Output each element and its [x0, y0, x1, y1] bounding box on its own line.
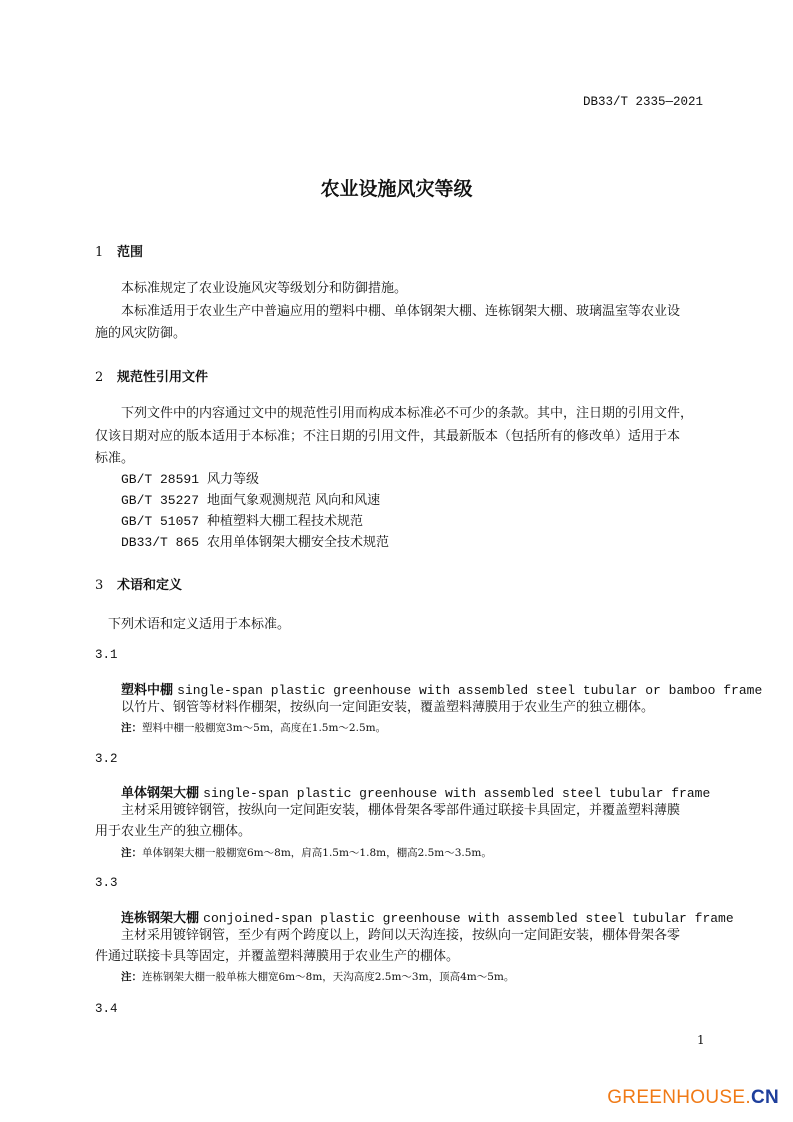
term-english: single-span plastic greenhouse with assembled steel tubular frame	[203, 786, 711, 801]
terms-intro: 下列术语和定义适用于本标准。	[108, 617, 291, 632]
section-heading-normative-references	[95, 366, 208, 385]
term-heading	[121, 782, 710, 801]
term-note	[121, 969, 514, 984]
reference-code: GB/T 28591	[121, 472, 200, 487]
scope-paragraph-1: 本标准规定了农业设施风灾等级划分和防御措施。	[121, 281, 408, 296]
term-heading	[121, 907, 734, 926]
watermark-suffix: CN	[750, 1087, 779, 1108]
watermark-dot: .	[745, 1087, 751, 1108]
section-number: 1	[95, 245, 104, 260]
note-label: 注：	[121, 971, 142, 983]
reference-item	[121, 469, 259, 490]
reference-item	[121, 532, 389, 553]
reference-code: GB/T 35227	[121, 493, 200, 508]
term-definition-line-1: 主材采用镀锌钢管，至少有两个跨度以上，跨间以天沟连接，按纵向一定间距安装，棚体骨架各零	[121, 928, 681, 943]
section-number: 2	[95, 370, 104, 385]
section-title: 规范性引用文件	[117, 370, 209, 385]
term-definition-line-2: 用于农业生产的独立棚体。	[95, 824, 252, 839]
section-number: 3	[95, 578, 104, 593]
term-number: 3.3	[95, 876, 118, 890]
watermark-main: GREENHOUSE	[607, 1087, 746, 1108]
term-chinese: 塑料中棚	[121, 683, 174, 698]
references-intro-line-3: 标准。	[95, 451, 135, 466]
term-definition-line-2: 件通过联接卡具等固定，并覆盖塑料薄膜用于农业生产的棚体。	[95, 949, 460, 964]
term-english: single-span plastic greenhouse with assembled steel tubular or bamboo frame	[177, 683, 763, 698]
term-number: 3.2	[95, 752, 118, 766]
reference-title: 风力等级	[207, 472, 260, 487]
reference-code: GB/T 51057	[121, 514, 200, 529]
term-english: conjoined-span plastic greenhouse with assembled steel tubular frame	[203, 911, 734, 926]
reference-item	[121, 511, 363, 532]
page-number: 1	[697, 1033, 705, 1047]
scope-paragraph-2-line-2: 施的风灾防御。	[95, 326, 187, 341]
note-text: 塑料中棚一般棚宽3m～5m，高度在1.5m～2.5m。	[142, 722, 387, 734]
standard-code: DB33/T 2335—2021	[583, 95, 704, 109]
reference-title: 种植塑料大棚工程技术规范	[207, 514, 364, 529]
term-number: 3.4	[95, 1002, 118, 1016]
scope-paragraph-2-line-1: 本标准适用于农业生产中普遍应用的塑料中棚、单体钢架大棚、连栋钢架大棚、玻璃温室等农业设	[121, 304, 681, 319]
watermark-logo	[607, 1087, 779, 1109]
section-title: 范围	[117, 245, 144, 260]
term-note	[121, 845, 492, 860]
section-title: 术语和定义	[117, 578, 183, 593]
term-note	[121, 720, 386, 735]
reference-title: 农用单体钢架大棚安全技术规范	[207, 535, 390, 550]
term-definition-line-1: 主材采用镀锌钢管，按纵向一定间距安装，棚体骨架各零部件通过联接卡具固定，并覆盖塑料薄膜	[121, 803, 681, 818]
note-label: 注：	[121, 722, 142, 734]
reference-code: DB33/T 865	[121, 535, 200, 550]
term-definition: 以竹片、钢管等材料作棚架，按纵向一定间距安装，覆盖塑料薄膜用于农业生产的独立棚体。	[121, 700, 655, 715]
note-text: 单体钢架大棚一般棚宽6m～8m，肩高1.5m～1.8m，棚高2.5m～3.5m。	[142, 847, 492, 859]
reference-item	[121, 490, 380, 511]
note-text: 连栋钢架大棚一般单栋大棚宽6m～8m，天沟高度2.5m～3m，顶高4m～5m。	[142, 971, 515, 983]
section-heading-scope	[95, 241, 143, 260]
reference-title: 地面气象观测规范 风向和风速	[207, 493, 381, 508]
references-intro-line-1: 下列文件中的内容通过文中的规范性引用而构成本标准必不可少的条款。其中，注日期的引用文件，	[121, 406, 694, 421]
term-chinese: 单体钢架大棚	[121, 786, 200, 801]
document-title: 农业设施风灾等级	[320, 178, 473, 200]
term-chinese: 连栋钢架大棚	[121, 911, 200, 926]
term-number: 3.1	[95, 648, 118, 662]
term-heading	[121, 679, 762, 698]
section-heading-terms-and-definitions	[95, 574, 182, 593]
note-label: 注：	[121, 847, 142, 859]
references-intro-line-2: 仅该日期对应的版本适用于本标准；不注日期的引用文件，其最新版本（包括所有的修改单）适用于本	[95, 429, 681, 444]
